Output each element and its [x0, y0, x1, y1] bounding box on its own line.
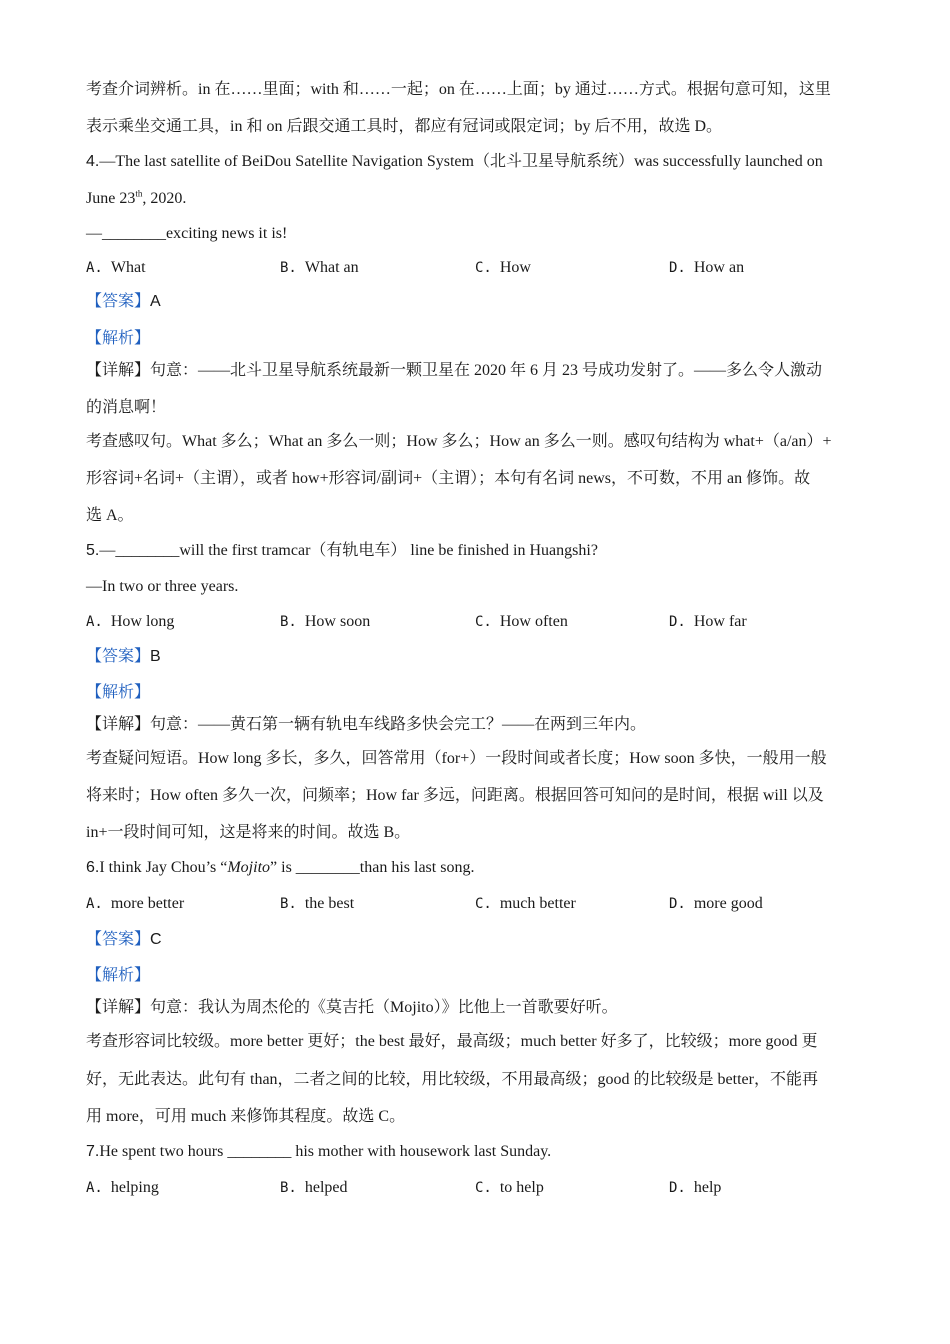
option-text: more better — [110, 895, 185, 912]
option-c — [475, 257, 531, 279]
answer-value: A — [150, 293, 161, 310]
detail-line — [86, 997, 618, 1019]
option-text: How often — [499, 613, 568, 630]
option-text: What an — [304, 259, 359, 276]
option-letter: D. — [669, 896, 686, 912]
question-5-dialog: —In two or three years. — [86, 578, 239, 595]
option-c — [475, 1177, 544, 1199]
explanation-text: 用 more，可用 much 来修饰其程度。故选 C。 — [86, 1108, 406, 1125]
detail-text: 句意：——北斗卫星导航系统最新一颗卫星在 2020 年 6 月 23 号成功发射了。——多么令人激动 — [150, 362, 823, 379]
option-letter: C. — [475, 260, 492, 276]
option-letter: A. — [86, 614, 103, 630]
option-text: much better — [499, 895, 576, 912]
option-b — [280, 257, 359, 279]
question-number: 7. — [86, 1143, 100, 1160]
option-letter: C. — [475, 1180, 492, 1196]
question-number: 6. — [86, 859, 100, 876]
explanation-text: 选 A。 — [86, 507, 134, 524]
explanation-text: 好，无此表达。此句有 than，二者之间的比较，用比较级，不用最高级；good 的比较级是 better，不能再 — [86, 1071, 818, 1088]
answer-tag: 【答案】 — [86, 646, 151, 665]
answer-line — [86, 290, 161, 313]
detail-tag: 【详解】 — [86, 716, 151, 733]
option-c — [475, 611, 568, 633]
question-text: —________will the first tramcar（有轨电车） line be finished in Huangshi? — [99, 542, 598, 559]
question-text: —The last satellite of BeiDou Satellite Navigation System（北斗卫星导航系统）was successfully launched on — [99, 153, 823, 170]
question-5-stem — [86, 540, 598, 562]
option-c — [475, 893, 576, 915]
question-4-stem — [86, 151, 823, 173]
question-6-stem — [86, 857, 474, 879]
analysis-tag: 【解析】 — [86, 965, 151, 984]
option-text: to help — [499, 1179, 544, 1196]
option-text: How long — [110, 613, 175, 630]
option-letter: B. — [280, 896, 297, 912]
option-text: helping — [110, 1179, 159, 1196]
question-text: He spent two hours ________ his mother with housework last Sunday. — [99, 1143, 552, 1160]
explanation-text: 考查形容词比较级。more better 更好；the best 最好，最高级；much better 好多了，比较级；more good 更 — [86, 1033, 818, 1050]
detail-text: 的消息啊！ — [86, 399, 167, 416]
question-number: 4. — [86, 153, 100, 170]
option-letter: B. — [280, 614, 297, 630]
option-a — [86, 893, 184, 915]
option-d — [669, 257, 744, 279]
answer-value: B — [150, 648, 161, 665]
option-a — [86, 257, 146, 279]
explanation-text: in+一段时间可知，这是将来的时间。故选 B。 — [86, 824, 411, 841]
option-a — [86, 1177, 159, 1199]
option-d — [669, 893, 763, 915]
option-text: more good — [693, 895, 763, 912]
explanation-text: 形容词+名词+（主谓），或者 how+形容词/副词+（主谓）；本句有名词 news，不可数，不用 an 修饰。故 — [86, 470, 811, 487]
analysis-tag: 【解析】 — [86, 682, 151, 701]
option-b — [280, 611, 370, 633]
option-letter: A. — [86, 1180, 103, 1196]
option-text: help — [693, 1179, 722, 1196]
question-4-options — [86, 257, 866, 279]
detail-text: 句意：我认为周杰伦的《莫吉托（Mojito）》比他上一首歌要好听。 — [150, 999, 618, 1016]
option-letter: A. — [86, 896, 103, 912]
answer-line — [86, 645, 161, 668]
detail-tag: 【详解】 — [86, 999, 151, 1016]
question-text: June 23 — [86, 190, 136, 207]
option-text: How an — [693, 259, 745, 276]
option-b — [280, 1177, 348, 1199]
question-text: , 2020. — [142, 190, 187, 207]
option-text: the best — [304, 895, 355, 912]
option-letter: D. — [669, 614, 686, 630]
answer-value: C — [150, 931, 162, 948]
option-letter: D. — [669, 260, 686, 276]
analysis-line — [86, 964, 150, 987]
option-d — [669, 1177, 721, 1199]
option-letter: B. — [280, 260, 297, 276]
question-5-options — [86, 611, 866, 633]
analysis-line — [86, 327, 150, 350]
explanation-text: 考查感叹句。What 多么；What an 多么一则；How 多么；How an 多么一则。感叹句结构为 what+（a/an）+ — [86, 433, 832, 450]
question-7-stem — [86, 1141, 551, 1163]
detail-tag: 【详解】 — [86, 362, 151, 379]
explanation-text: 考查疑问短语。How long 多长，多久，回答常用（for+）一段时间或者长度；How soon 多快，一般用一般 — [86, 750, 827, 767]
answer-line — [86, 928, 162, 951]
explanation-text: 表示乘坐交通工具，in 和 on 后跟交通工具时，都应有冠词或限定词；by 后不用，故选 D。 — [86, 118, 723, 135]
question-text: ” is ________than his last song. — [270, 859, 475, 876]
question-number: 5. — [86, 542, 100, 559]
question-7-options — [86, 1177, 866, 1199]
explanation-text: 考查介词辨析。in 在……里面；with 和……一起；on 在……上面；by 通过……方式。根据句意可知，这里 — [86, 81, 831, 98]
analysis-line — [86, 681, 150, 704]
song-title: Mojito — [227, 859, 271, 876]
answer-tag: 【答案】 — [86, 291, 151, 310]
answer-tag: 【答案】 — [86, 929, 151, 948]
option-text: How soon — [304, 613, 371, 630]
option-text: What — [110, 259, 146, 276]
option-text: How far — [693, 613, 747, 630]
option-d — [669, 611, 747, 633]
option-b — [280, 893, 354, 915]
question-6-options — [86, 893, 866, 915]
option-letter: D. — [669, 1180, 686, 1196]
detail-line — [86, 360, 822, 382]
option-a — [86, 611, 174, 633]
detail-text: 句意：——黄石第一辆有轨电车线路多快会完工？——在两到三年内。 — [150, 716, 647, 733]
detail-line — [86, 714, 646, 736]
option-letter: C. — [475, 614, 492, 630]
option-text: helped — [304, 1179, 348, 1196]
ordinal-suffix: th — [135, 188, 143, 199]
explanation-text: 将来时；How often 多久一次，问频率；How far 多远，问距离。根据回答可知问的是时间，根据 will 以及 — [86, 787, 824, 804]
option-letter: B. — [280, 1180, 297, 1196]
question-4-dialog: —________exciting news it is! — [86, 225, 288, 242]
option-letter: A. — [86, 260, 103, 276]
question-text: I think Jay Chou’s “ — [99, 859, 228, 876]
option-text: How — [499, 259, 531, 276]
analysis-tag: 【解析】 — [86, 328, 151, 347]
question-4-stem-cont — [86, 188, 186, 210]
option-letter: C. — [475, 896, 492, 912]
